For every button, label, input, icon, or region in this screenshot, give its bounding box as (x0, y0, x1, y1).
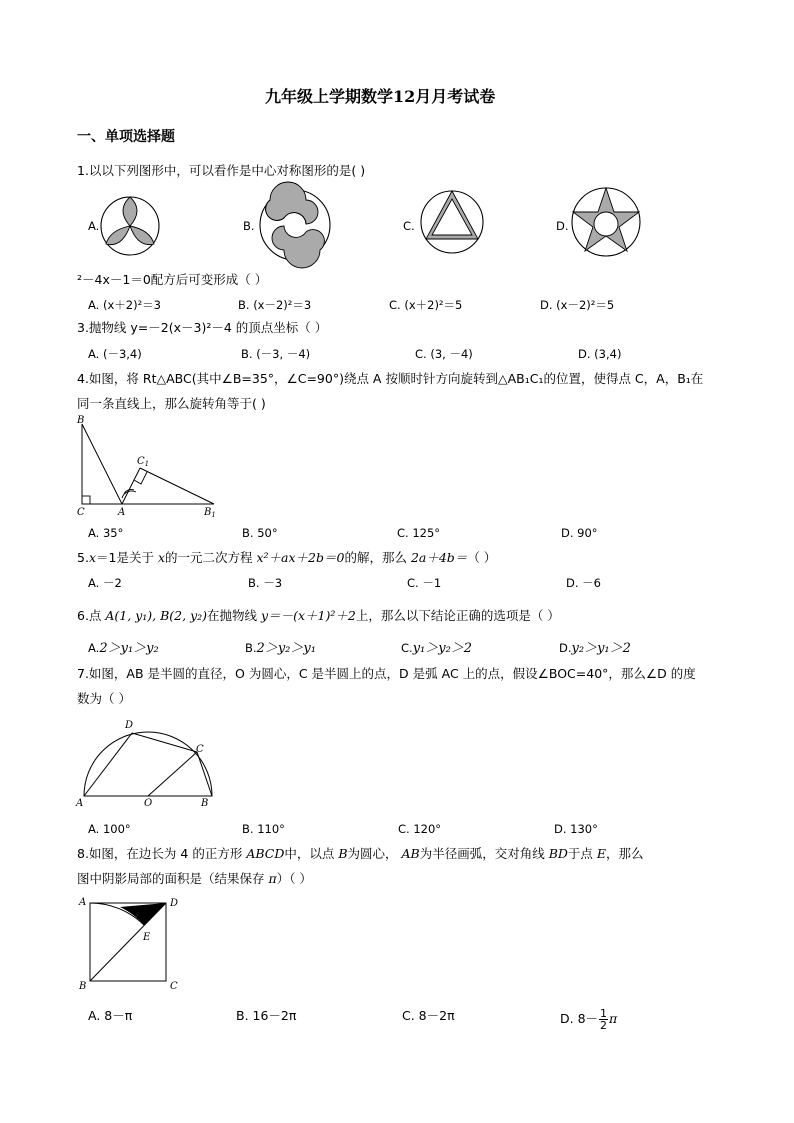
q4-label-a: A (118, 507, 126, 518)
q7-option-a: A. 100° (88, 822, 131, 836)
q1-figure-c (418, 188, 486, 254)
q6-option-b: B.2＞y₂＞y₁ (245, 641, 316, 656)
q4-label-c1: $C_1$ (137, 456, 150, 468)
q4-stem-line1: 4.如图，将 Rt△ABC(其中∠B=35°，∠C=90°)绕点 A 按顺时针方向旋转到△AB₁C₁的位置，使得点 C，A，B₁在 (77, 371, 704, 386)
q5-option-d: D. －6 (566, 576, 601, 590)
q8-label-a: A (79, 897, 87, 908)
q5-option-c: C. －1 (407, 576, 442, 590)
q8-label-d: D (170, 898, 179, 909)
q5-stem: 5.x＝1是关于 x的一元二次方程 x²＋ax＋2b＝0的解，那么 2a＋4b＝（ ） (77, 550, 497, 565)
q2-option-d: D. (x－2)²＝5 (540, 298, 615, 312)
q8-label-e: E (143, 932, 151, 943)
q1-figure-b (258, 188, 332, 262)
q7-option-c: C. 120° (398, 822, 442, 836)
q1-figure-a (100, 188, 160, 264)
q2-option-c: C. (x＋2)²＝5 (389, 298, 463, 312)
q1-figure-d (570, 186, 642, 258)
q7-label-c: C (196, 744, 204, 755)
q2-option-a: A. (x＋2)²＝3 (88, 298, 161, 312)
q4-option-c: C. 125° (397, 526, 441, 540)
page-title: 九年级上学期数学12月月考试卷 (265, 87, 496, 106)
q3-option-d: D. (3,4) (578, 347, 622, 361)
q2-stem: ²－4x－1＝0配方后可变形成（ ） (77, 272, 268, 287)
q1-stem: 1.以以下列图形中，可以看作是中心对称图形的是( ) (77, 163, 366, 178)
q5-option-a: A. －2 (88, 576, 122, 590)
q4-option-a: A. 35° (88, 526, 124, 540)
q8-label-b: B (79, 981, 87, 992)
q6-option-a: A.2＞y₁＞y₂ (88, 641, 159, 656)
q4-option-d: D. 90° (561, 526, 598, 540)
q4-stem-line2: 同一条直线上，那么旋转角等于( ) (77, 396, 266, 411)
q4-option-b: B. 50° (242, 526, 278, 540)
q7-stem-line1: 7.如图，AB 是半圆的直径，O 为圆心，C 是半圆上的点，D 是弧 AC 上的点，假设∠BOC=40°，那么∠D 的度 (77, 666, 696, 681)
q8-option-b: B. 16－2π (236, 1008, 297, 1023)
q7-stem-line2: 数为（ ） (77, 691, 131, 706)
q7-label-o: O (144, 798, 153, 809)
q6-stem: 6.点 A(1, y₁), B(2, y₂)在抛物线 y＝－(x＋1)²＋2上，那么以下结论正确的选项是（ ） (77, 608, 560, 623)
q3-option-c: C. (3, －4) (415, 347, 473, 361)
q7-option-d: D. 130° (554, 822, 598, 836)
q3-stem: 3.抛物线 y=－2(x－3)²－4 的顶点坐标（ ） (77, 320, 328, 335)
q7-option-b: B. 110° (242, 822, 285, 836)
q1-option-b: B. (243, 219, 255, 233)
q7-figure (74, 716, 220, 812)
q1-option-d: D. (556, 219, 569, 233)
q1-option-c: C. (403, 219, 415, 233)
q8-option-a: A. 8－π (88, 1008, 133, 1023)
q8-figure (76, 893, 186, 993)
q8-stem-line2: 图中阴影局部的面积是（结果保存 π）（ ） (77, 871, 312, 886)
q3-option-b: B. (－3, －4) (241, 347, 311, 361)
q8-label-c: C (170, 981, 178, 992)
q4-label-c: C (77, 507, 85, 518)
q7-label-b: B (201, 798, 209, 809)
q2-option-b: B. (x－2)²＝3 (238, 298, 312, 312)
section-heading: 一、单项选择题 (77, 129, 175, 145)
q7-label-d: D (125, 720, 134, 731)
q4-figure (74, 414, 224, 520)
q6-option-d: D.y₂＞y₁＞2 (559, 641, 631, 656)
q5-option-b: B. －3 (248, 576, 283, 590)
q7-label-a: A (76, 798, 84, 809)
q1-option-a: A. (88, 219, 100, 233)
q8-option-c: C. 8－2π (402, 1008, 455, 1023)
q4-label-b1: $B_1$ (204, 507, 216, 519)
q6-option-c: C.y₁＞y₂＞2 (401, 641, 473, 656)
q8-stem-line1: 8.如图，在边长为 4 的正方形 ABCD中，以点 B为圆心， AB为半径画弧，交对角线 BD于点 E，那么 (77, 846, 644, 861)
q4-label-b: B (77, 415, 85, 426)
q8-option-d: D. 8－ $\frac{1}{2}$ π (560, 1007, 618, 1032)
q3-option-a: A. (－3,4) (88, 347, 142, 361)
